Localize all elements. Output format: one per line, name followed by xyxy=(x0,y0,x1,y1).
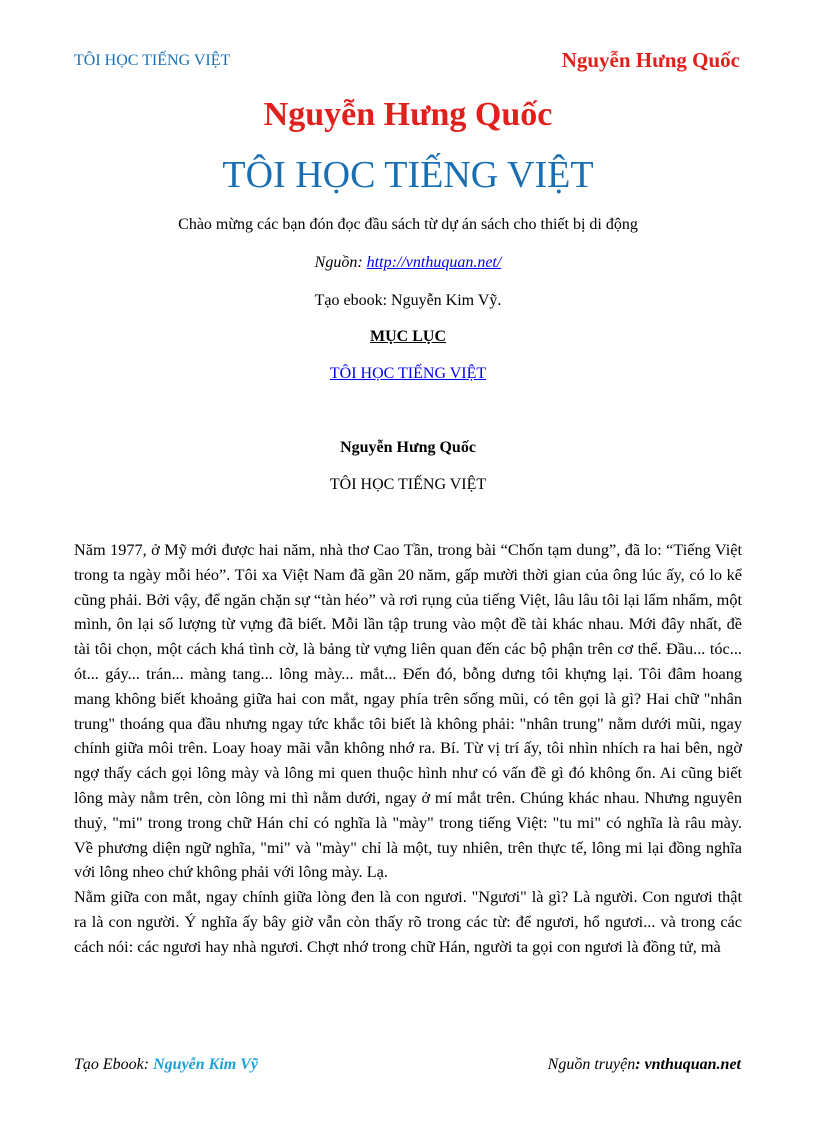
chapter-author: Nguyễn Hưng Quốc xyxy=(340,439,476,456)
footer-source xyxy=(548,1056,741,1074)
source-label: Nguồn: xyxy=(314,254,367,271)
source-line xyxy=(0,254,816,272)
footer-source-site: vnthuquan.net xyxy=(644,1056,741,1073)
footer-sep: : xyxy=(635,1056,645,1073)
footer-source-label: Nguồn truyện xyxy=(547,1056,636,1073)
header-book-title: TÔI HỌC TIẾNG VIỆT xyxy=(74,52,231,69)
toc-link-chapter[interactable]: TÔI HỌC TIẾNG VIỆT xyxy=(329,365,487,382)
welcome-text: Chào mừng các bạn đón đọc đầu sách từ dự án sách cho thiết bị di động xyxy=(178,216,638,233)
source-link[interactable]: http://vnthuquan.net/ xyxy=(366,254,502,271)
chapter-title: TÔI HỌC TIẾNG VIỆT xyxy=(329,476,487,493)
cover-author: Nguyễn Hưng Quốc xyxy=(263,96,553,133)
paragraph: Nằm giữa con mắt, ngay chính giữa lòng đen là con ngươi. "Ngươi" là gì? Là người. Con ngươi thật ra là con người. Ý nghĩa ấy bây giờ vẫn còn thấy rõ trong các từ: để ngươi, hổ ngươi... và trong các cách nói: các ngươi hay nhà ngươi. Chợt nhớ trong chữ Hán, người ta gọi con ngươi là đồng tử, mà xyxy=(74,887,742,956)
cover-title: TÔI HỌC TIẾNG VIỆT xyxy=(222,154,594,196)
paragraph: Năm 1977, ở Mỹ mới được hai năm, nhà thơ Cao Tần, trong bài “Chốn tạm dung”, đã lo: “Tiếng Việt trong ta ngày mỗi héo”. Tôi xa Việt Nam đã gần 20 năm, gấp mười thời gian của ông lúc ấy, có lo kể cũng phải. Bởi vậy, để ngăn chặn sự “tàn héo” và rơi rụng của tiếng Việt, lâu lâu tôi lại lẩm nhẩm, một mình, ôn lại số lượng từ vựng đã biết. Mỗi lần tập trung vào một đề tài khác nhau. Mới đây nhất, đề tài tôi chọn, một cách khá tình cờ, là bảng từ vựng liên quan đến các bộ phận trên cơ thể. Đầu... tóc... ót... gáy... trán... màng tang... lông mày... mắt... Đến đó, bỗng dưng tôi khựng lại. Tôi đâm hoang mang không biết khoảng giữa hai con mắt, ngay phía trên sống mũi, có tên gọi là gì? Hai chữ "nhân trung" thoáng qua đầu nhưng ngay tức khắc tôi biết là không phải: "nhân trung" nằm dưới mũi, ngay chính giữa môi trên. Loay hoay mãi vẫn không nhớ ra. Bí. Từ vị trí ấy, tôi nhìn nhích ra hai bên, ngờ ngợ thấy cách gọi lông mày và lông mi quen thuộc hình như có vấn đề gì đó không ổn. Ai cũng biết lông mày nằm trên, còn lông mi thì nằm dưới, ngay ở mí mắt trên. Chúng khác nhau. Nhưng nguyên thuỷ, "mi" trong trong chữ Hán chỉ có nghĩa là "mày" trong tiếng Việt: "tu mi" có nghĩa là râu mày. Về phương diện ngữ nghĩa, "mi" và "mày" chỉ là một, tuy nhiên, trên thực tế, lông mi lại đồng nghĩa với lông nheo chứ không phải với lông mày. Lạ. xyxy=(74,540,742,882)
footer-ebook-name: Nguyễn Kim Vỹ xyxy=(153,1056,258,1073)
footer-ebook-label: Tạo Ebook xyxy=(74,1056,144,1073)
ebook-credit: Tạo ebook: Nguyễn Kim Vỹ. xyxy=(314,292,502,309)
footer-sep: : xyxy=(143,1056,154,1073)
footer-ebook-credit xyxy=(74,1056,258,1074)
header-author: Nguyễn Hưng Quốc xyxy=(561,48,740,72)
toc-heading: MỤC LỤC xyxy=(370,328,446,345)
chapter-body xyxy=(74,538,742,960)
